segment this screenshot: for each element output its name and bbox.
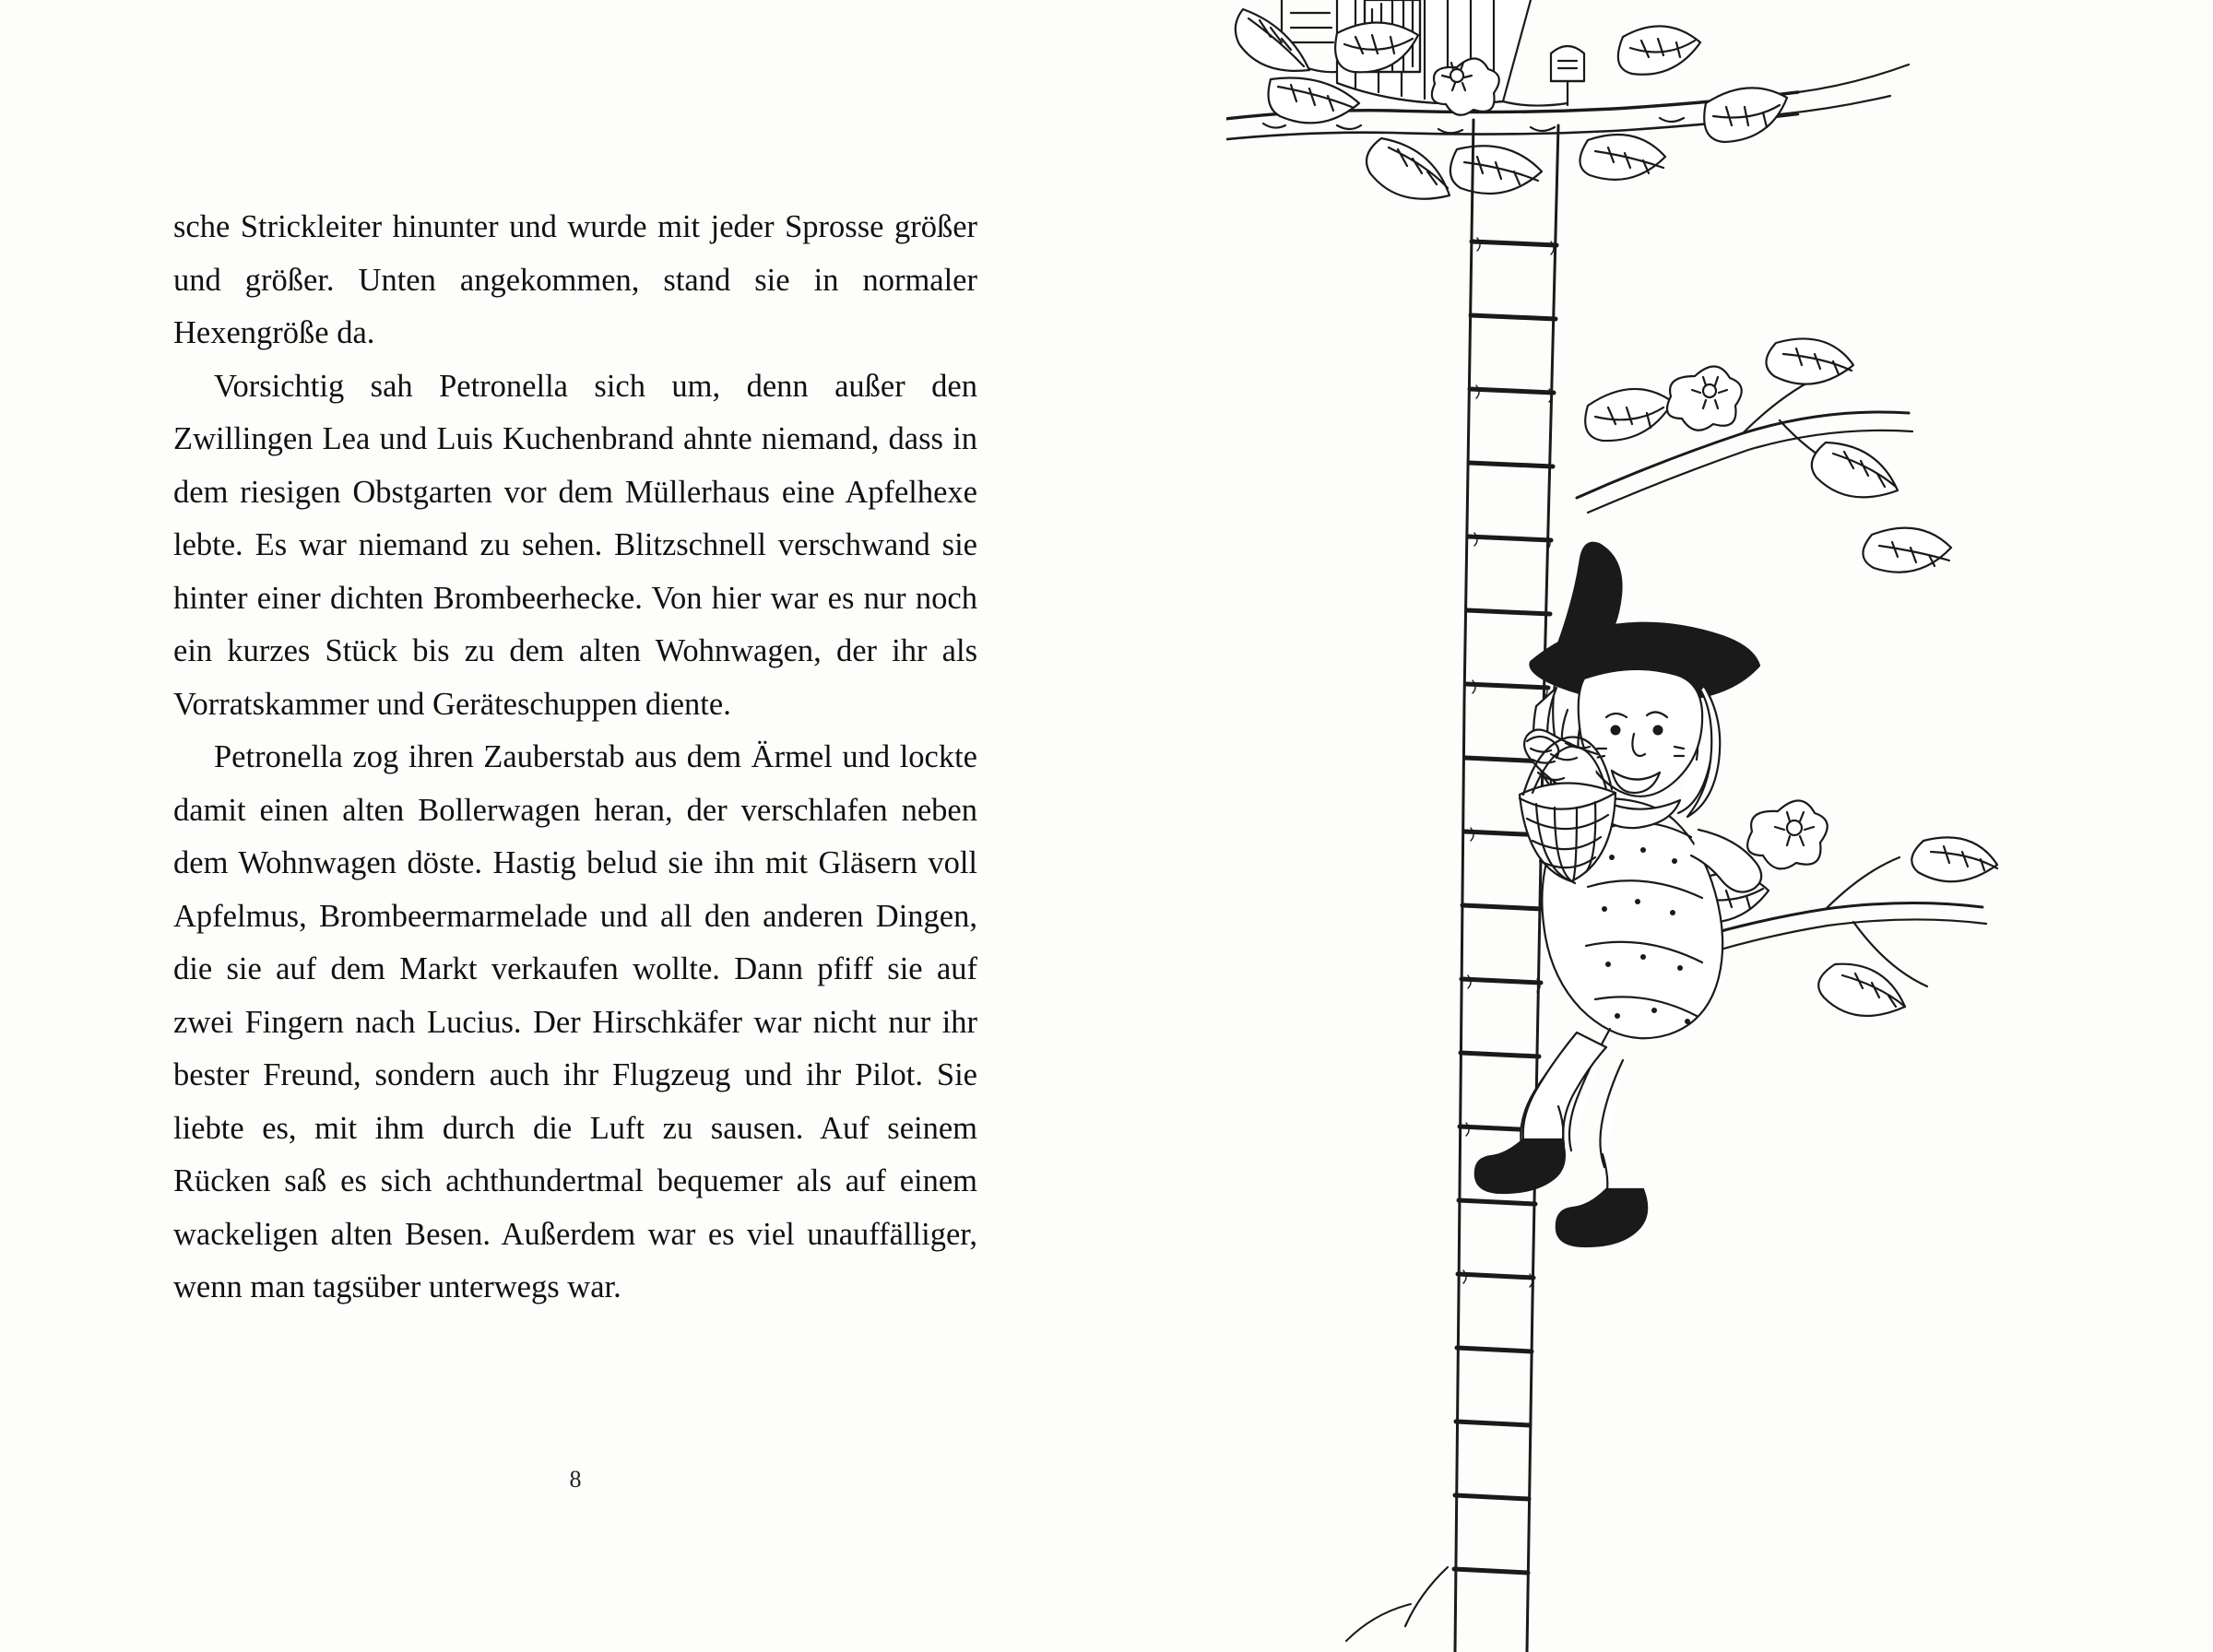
paragraph: sche Strickleiter hinunter und wurde mit jeder Sprosse größer und größer. Unten angekommen, stand sie in normaler Hexengröße da. (173, 209, 977, 350)
mailbox-shape (1551, 46, 1584, 105)
paragraph: Petronella zog ihren Zauberstab aus dem Ärmel und lockte damit einen alten Bollerwagen heran, der verschlafen neben dem Wohnwagen döste. Hastig belud sie ihn mit Gläsern voll Apfelmus, Brombeermarmelade und all den anderen Dingen, die sie auf dem Markt verkaufen wollte. Dann pfiff sie auf zwei Fingern nach Lucius. Der Hirschkäfer war nicht nur ihr bester Freund, sondern auch ihr Flugzeug und ihr Pilot. Sie liebte es, mit ihm durch die Luft zu sausen. Auf seinem Rücken saß es sich achthundertmal bequemer als auf einem wackeligen alten Besen. Außerdem war es viel unauffälliger, wenn man tagsüber unterwegs war. (173, 739, 977, 1304)
blossom-middle (1667, 366, 1742, 430)
page-number: 8 (569, 1466, 582, 1493)
branch-middle-right (1577, 338, 1951, 572)
twig-bottom (1346, 1567, 1448, 1641)
text-column (173, 201, 977, 1315)
illustration-witch-on-rope-ladder (1226, 0, 2213, 1652)
paragraph: Vorsichtig sah Petronella sich um, denn außer den Zwillingen Lea und Luis Kuchenbrand ahnte niemand, dass in dem riesigen Obstgarten vor dem Müllerhaus eine Apfelhexe lebte. Es war niemand zu sehen. Blitzschnell verschwand sie hinter einer dichten Brombeerhecke. Von hier war es nur noch ein kurzes Stück bis zu dem alten Wohnwagen, der ihr als Vorratskammer und Geräteschuppen diente. (173, 368, 977, 722)
blossom-lower (1747, 800, 1828, 868)
